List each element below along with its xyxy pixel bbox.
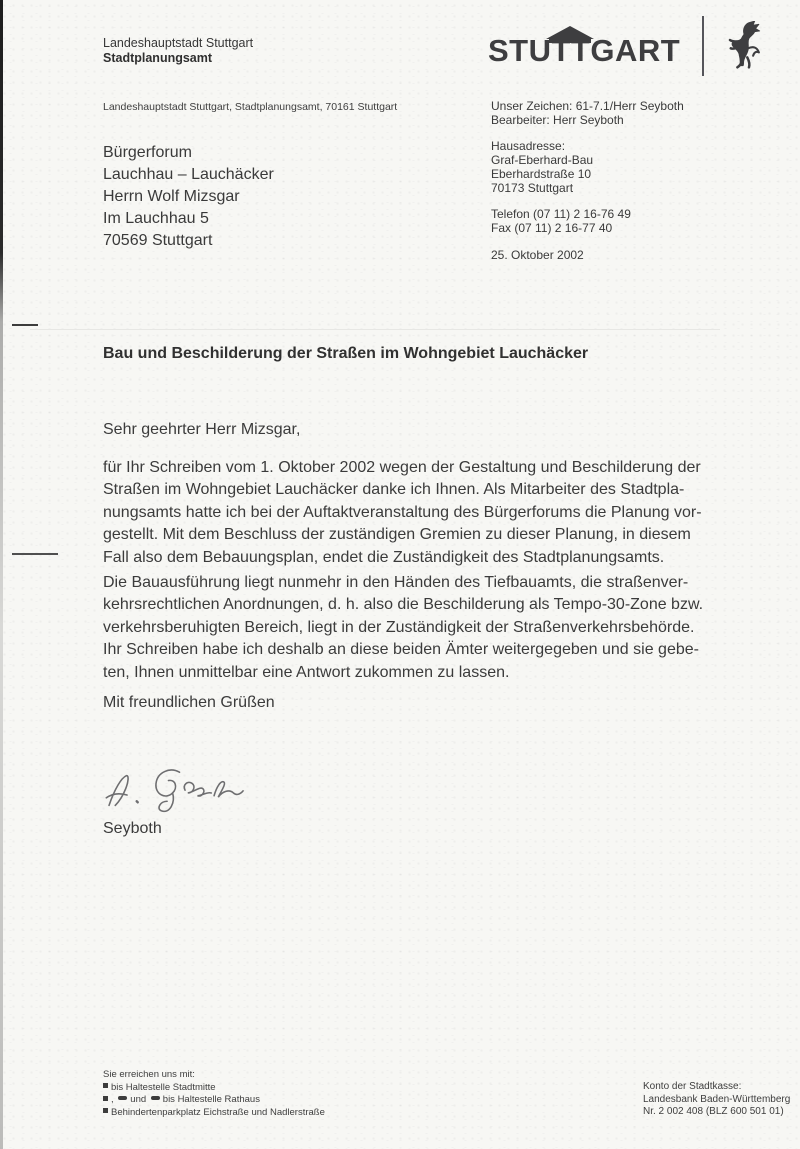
bus-icon [151, 1096, 160, 1100]
transit-directions-block [103, 1069, 325, 1119]
our-reference: Unser Zeichen: 61-7.1/Herr Seyboth [491, 99, 684, 113]
logo-divider [702, 16, 704, 76]
sender-department: Stadtplanungsamt [103, 51, 213, 65]
reference-block [491, 99, 684, 235]
visiting-address-line: 70173 Stuttgart [491, 181, 574, 195]
body-paragraph-2 [103, 572, 763, 684]
body-line: Straßen im Wohngebiet Lauchäcker danke ich Ihnen. Als Mitarbeiter des Stadtpla- [103, 481, 685, 499]
transit-text: bis Haltestelle Rathaus [162, 1094, 260, 1105]
body-line: Ihr Schreiben habe ich deshalb an diese beiden Ämter weitergegeben und sie gebe- [103, 641, 699, 659]
body-line: nungsamts hatte ich bei der Auftaktveranstaltung des Bürgerforums die Planung vor- [103, 503, 702, 521]
sender-organization: Landeshauptstadt Stuttgart [103, 36, 254, 50]
body-line: für Ihr Schreiben vom 1. Oktober 2002 wegen der Gestaltung und Beschilderung der [103, 459, 701, 476]
letter-date: 25. Oktober 2002 [491, 248, 584, 262]
account-bank: Landesbank Baden-Württemberg [643, 1093, 791, 1105]
visiting-address-label: Hausadresse: [491, 139, 566, 153]
recipient-line: Im Lauchhau 5 [103, 210, 209, 227]
body-line: kehrsrechtlichen Anordnungen, d. h. also die Beschilderung als Tempo-30-Zone bzw. [103, 596, 704, 614]
body-line: verkehrsberuhigten Bereich, liegt in der Zuständigkeit der Straßenverkehrsbehörde. [103, 618, 695, 636]
bank-account-block [643, 1081, 790, 1119]
transit-line [103, 1094, 325, 1107]
salutation: Sehr geehrter Herr Mizsgar, [103, 421, 301, 438]
fold-crease-streak [30, 329, 720, 330]
fax-line: Fax (07 11) 2 16-77 40 [491, 221, 613, 235]
transit-line [103, 1082, 325, 1095]
visiting-address-line: Graf-Eberhard-Bau [491, 153, 594, 167]
account-heading: Konto der Stadtkasse: [643, 1081, 742, 1092]
subject-line: Bau und Beschilderung der Straßen im Wohngebiet Lauchäcker [103, 345, 589, 362]
rearing-horse-icon [717, 21, 771, 74]
account-number: Nr. 2 002 408 (BLZ 600 501 01) [643, 1106, 784, 1117]
transit-text: Behindertenparkplatz Eichstraße und Nadlerstraße [111, 1106, 325, 1118]
scan-edge-artifact [0, 0, 3, 1149]
case-officer: Bearbeiter: Herr Seyboth [491, 113, 624, 127]
phone-line: Telefon (07 11) 2 16-76 49 [491, 207, 631, 221]
transit-heading: Sie erreichen uns mit: [103, 1069, 195, 1080]
recipient-line: Lauchhau – Lauchäcker [103, 166, 274, 183]
stuttgart-logo [488, 26, 688, 78]
s-bahn-icon [103, 1083, 108, 1088]
fold-mark-top [12, 324, 38, 326]
wheelchair-icon [103, 1108, 108, 1113]
return-address-line: Landeshauptstadt Stuttgart, Stadtplanungsamt, 70161 Stuttgart [103, 101, 398, 113]
body-line: Fall also dem Bebauungsplan, endet die Zuständigkeit des Stadtplanungsamts. [103, 548, 665, 566]
body-paragraph-1 [103, 457, 763, 569]
fold-mark-middle [12, 553, 58, 555]
recipient-line: Herrn Wolf Mizsgar [103, 188, 240, 205]
recipient-line: Bürgerforum [103, 144, 192, 161]
transit-text: und [130, 1094, 147, 1105]
body-line: ten, Ihnen unmittelbar eine Antwort zukommen zu lassen. [103, 663, 510, 681]
body-line: Die Bauausführung liegt nunmehr in den Händen des Tiefbauamts, die straßenver- [103, 574, 689, 591]
body-line: gestellt. Mit dem Beschluss der zuständigen Gremien zu dieser Planung, in diesem [103, 526, 691, 544]
transit-line [103, 1107, 325, 1120]
transit-text: bis Haltestelle Stadtmitte [111, 1081, 216, 1093]
visiting-address-line: Eberhardstraße 10 [491, 167, 592, 181]
u-bahn-icon [103, 1096, 108, 1101]
logo-wordmark: STUTTGART [488, 33, 681, 68]
signer-name: Seyboth [103, 820, 162, 837]
recipient-address-block [103, 142, 274, 252]
transit-text: , [111, 1094, 114, 1105]
recipient-line: 70569 Stuttgart [103, 232, 213, 249]
closing-phrase: Mit freundlichen Grüßen [103, 694, 275, 711]
bus-icon [118, 1096, 127, 1100]
